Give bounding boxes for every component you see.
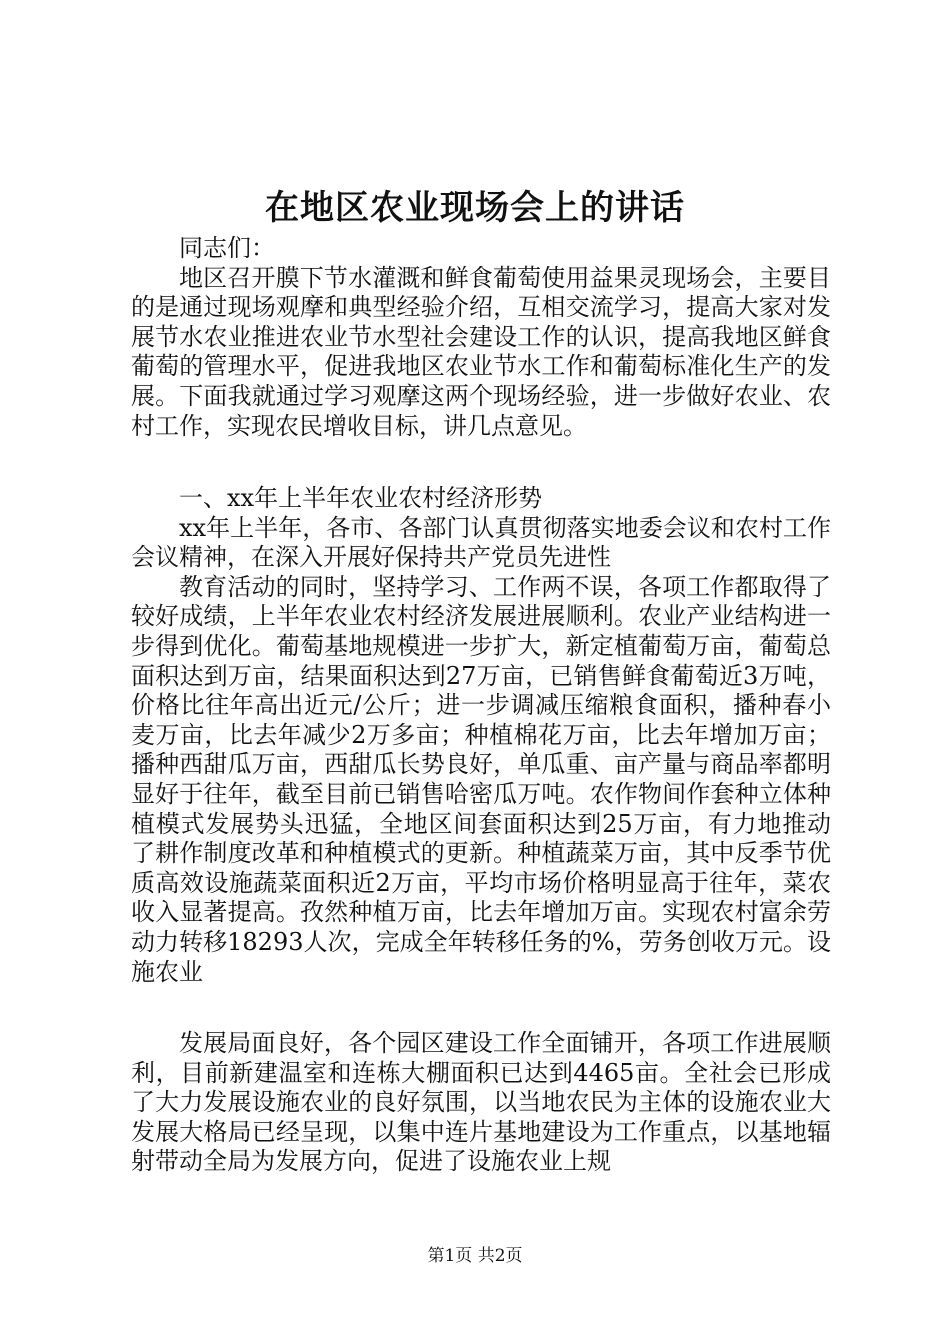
section-block (131, 484, 831, 987)
section-paragraph-3: 发展局面良好，各个园区建设工作全面铺开，各项工作进展顺利，目前新建温室和连栋大棚面积已达到4465亩。全社会已形成了大力发展设施农业的良好氛围，以当地农民为主体的设施农业大发展大格局已经呈现，以集中连片基地建设为工作重点，以基地辐射带动全局为发展方向，促进了设施农业上规 (131, 1029, 831, 1176)
section-paragraph-2: 教育活动的同时，坚持学习、工作两不误，各项工作都取得了较好成绩，上半年农业农村经济发展进展顺利。农业产业结构进一步得到优化。葡萄基地规模进一步扩大，新定植葡萄万亩，葡萄总面积达到万亩，结果面积达到27万亩，已销售鲜食葡萄近3万吨，价格比往年高出近元/公斤；进一步调减压缩粮食面积，播种春小麦万亩，比去年减少2万多亩；种植棉花万亩，比去年增加万亩；播种西甜瓜万亩，西甜瓜长势良好，单瓜重、亩产量与商品率都明显好于往年，截至目前已销售哈密瓜万吨。农作物间作套种立体种植模式发展势头迅猛，全地区间套面积达到25万亩，有力地推动了耕作制度改革和种植模式的更新。种植蔬菜万亩，其中反季节优质高效设施蔬菜面积近2万亩，平均市场价格明显高于往年，菜农收入显著提高。孜然种植万亩，比去年增加万亩。实现农村富余劳动力转移18293人次，完成全年转移任务的%，劳务创收万元。设施农业 (131, 572, 831, 986)
document-title: 在地区农业现场会上的讲话 (265, 188, 685, 228)
intro-block (131, 234, 831, 441)
section-paragraph-1: xx年上半年，各市、各部门认真贯彻落实地委会议和农村工作会议精神，在深入开展好保持共产党员先进性 (131, 513, 831, 572)
intro-paragraph: 地区召开膜下节水灌溉和鲜食葡萄使用益果灵现场会，主要目的是通过现场观摩和典型经验介绍，互相交流学习，提高大家对发展节水农业推进农业节水型社会建设工作的认识，提高我地区鲜食葡萄的管理水平，促进我地区农业节水工作和葡萄标准化生产的发展。下面我就通过学习观摩这两个现场经验，进一步做好农业、农村工作，实现农民增收目标，讲几点意见。 (131, 263, 831, 440)
page-footer: 第1页 共2页 (427, 1246, 523, 1266)
continuation-block (131, 1029, 831, 1177)
greeting: 同志们： (179, 234, 275, 262)
section-heading: 一、xx年上半年农业农村经济形势 (179, 484, 543, 512)
